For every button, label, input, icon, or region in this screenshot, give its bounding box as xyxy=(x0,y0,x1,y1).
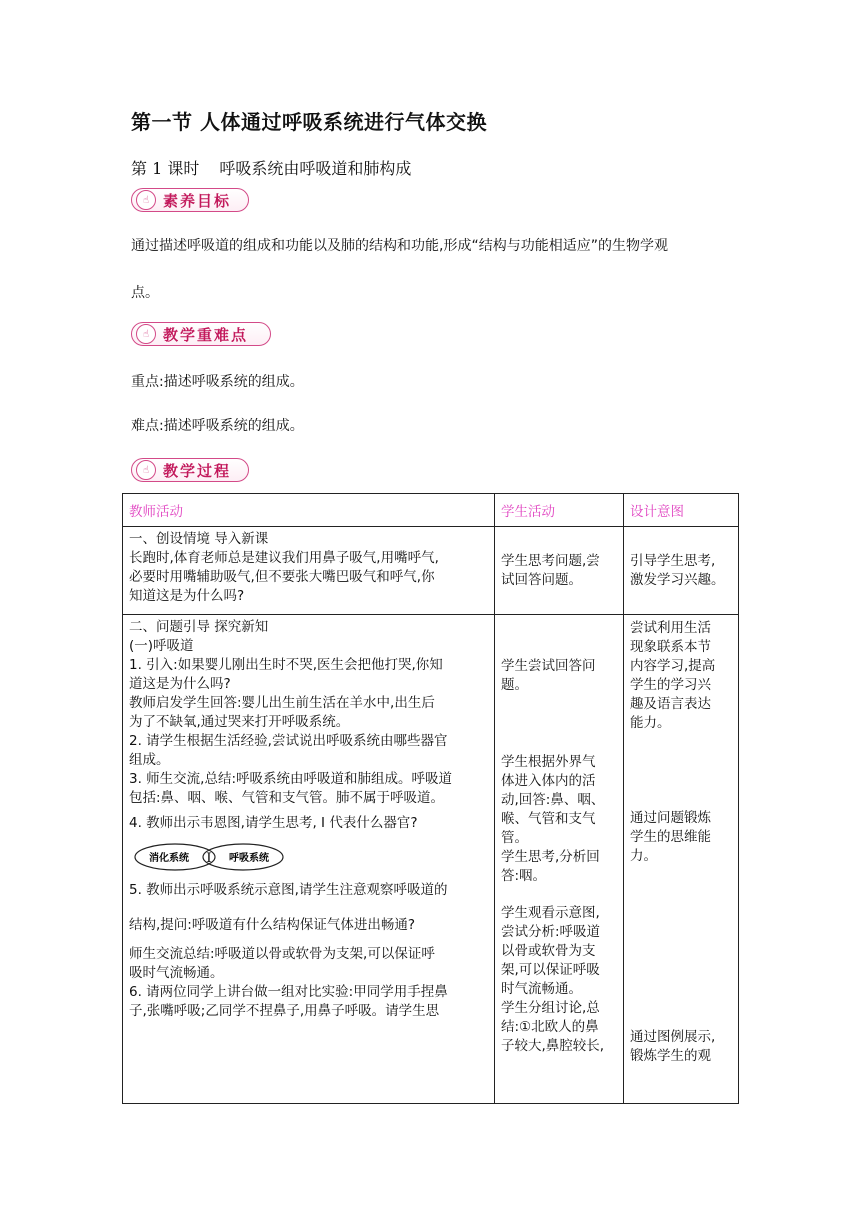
teaching-process-table xyxy=(122,493,739,1104)
student-activity-cell xyxy=(495,527,624,615)
section-label: 素养目标 xyxy=(163,191,232,210)
table-header-row xyxy=(123,494,739,527)
text-line: 结:①北欧人的鼻 xyxy=(501,1019,599,1035)
text-line: 力。 xyxy=(630,848,657,864)
text-line: 引导学生思考, xyxy=(630,553,716,569)
text-line: 必要时用嘴辅助吸气,但不要张大嘴巴吸气和呼气,你 xyxy=(129,569,435,585)
text-line: 1. 引入:如果婴儿刚出生时不哭,医生会把他打哭,你知 xyxy=(129,657,443,673)
text-line: 学生思考问题,尝 xyxy=(501,553,600,569)
text-line: 学生的思维能 xyxy=(630,829,711,845)
venn-middle-label: I xyxy=(206,851,212,866)
key-point: 重点:描述呼吸系统的组成。 xyxy=(131,374,304,390)
goals-text-line1: 通过描述呼吸道的组成和功能以及肺的结构和功能,形成“结构与功能相适应”的生物学观 xyxy=(131,238,668,254)
table-row xyxy=(123,527,739,615)
text-line: 通过问题锻炼 xyxy=(630,810,711,826)
text-line: 2. 请学生根据生活经验,尝试说出呼吸系统由哪些器官 xyxy=(129,733,448,749)
section-label: 教学重难点 xyxy=(163,325,249,344)
hand-icon: ☝ xyxy=(136,190,156,210)
text-line: 架,可以保证呼吸 xyxy=(501,962,600,978)
venn-right-label: 呼吸系统 xyxy=(229,853,269,864)
text-line: 以骨或软骨为支 xyxy=(501,943,596,959)
text-line: 答:咽。 xyxy=(501,868,547,884)
text-line: 道这是为什么吗? xyxy=(129,676,231,692)
text-line: 激发学习兴趣。 xyxy=(630,572,725,588)
lesson-number: 第 1 课时 xyxy=(131,159,200,178)
hand-icon: ☝ xyxy=(136,460,156,480)
text-line: 二、问题引导 探究新知 xyxy=(129,619,269,635)
design-intent-cell xyxy=(624,615,739,1104)
section-label: 教学过程 xyxy=(163,461,232,480)
teacher-activity-cell xyxy=(123,615,495,1104)
text-line: 题。 xyxy=(501,677,528,693)
text-line: 长跑时,体育老师总是建议我们用鼻子吸气,用嘴呼气, xyxy=(129,550,439,566)
text-line: 知道这是为什么吗? xyxy=(129,588,245,604)
text-line: 师生交流总结:呼吸道以骨或软骨为支架,可以保证呼 xyxy=(129,946,435,962)
text-line: 通过图例展示, xyxy=(630,1029,716,1045)
text-line: 为了不缺氧,通过哭来打开呼吸系统。 xyxy=(129,714,350,730)
text-line: 结构,提问:呼吸道有什么结构保证气体进出畅通? xyxy=(129,917,416,933)
text-line: 时气流畅通。 xyxy=(501,981,582,997)
text-line: 体进入体内的活 xyxy=(501,773,596,789)
text-line: 动,回答:鼻、咽、 xyxy=(501,792,605,808)
lesson-topic: 呼吸系统由呼吸道和肺构成 xyxy=(219,159,412,178)
text-line: 吸时气流畅通。 xyxy=(129,965,224,981)
text-line: 子较大,鼻腔较长, xyxy=(501,1038,605,1054)
difficult-point: 难点:描述呼吸系统的组成。 xyxy=(131,418,304,434)
design-intent-cell xyxy=(624,527,739,615)
text-line: 试回答问题。 xyxy=(501,572,582,588)
venn-diagram xyxy=(129,841,289,873)
goals-text-line2: 点。 xyxy=(131,285,159,301)
text-line: 尝试利用生活 xyxy=(630,620,711,636)
text-line: (一)呼吸道 xyxy=(129,638,194,654)
text-line: 学生分组讨论,总 xyxy=(501,1000,600,1016)
section-badge-process xyxy=(131,458,249,482)
table-row xyxy=(123,615,739,1104)
text-line: 学生观看示意图, xyxy=(501,905,600,921)
text-line: 学生思考,分析回 xyxy=(501,849,600,865)
text-line: 能力。 xyxy=(630,715,671,731)
lesson-subtitle xyxy=(131,156,411,179)
header-teacher: 教师活动 xyxy=(123,494,495,527)
text-line: 包括:鼻、咽、喉、气管和支气管。肺不属于呼吸道。 xyxy=(129,790,445,806)
text-line: 趣及语言表达 xyxy=(630,696,711,712)
venn-left-label: 消化系统 xyxy=(149,853,189,864)
text-line: 现象联系本节 xyxy=(630,639,711,655)
student-activity-cell xyxy=(495,615,624,1104)
header-intent: 设计意图 xyxy=(624,494,739,527)
text-line: 内容学习,提高 xyxy=(630,658,716,674)
section-badge-difficulty xyxy=(131,322,271,346)
header-student: 学生活动 xyxy=(495,494,624,527)
text-line: 学生根据外界气 xyxy=(501,754,596,770)
text-line: 锻炼学生的观 xyxy=(630,1048,711,1064)
text-line: 组成。 xyxy=(129,752,170,768)
text-line: 管。 xyxy=(501,830,528,846)
page-title: 第一节 人体通过呼吸系统进行气体交换 xyxy=(131,110,487,134)
text-line: 教师启发学生回答:婴儿出生前生活在羊水中,出生后 xyxy=(129,695,435,711)
section-badge-goals xyxy=(131,188,249,212)
text-line: 4. 教师出示韦恩图,请学生思考, I 代表什么器官? xyxy=(129,815,418,831)
text-line: 喉、气管和支气 xyxy=(501,811,596,827)
text-line: 3. 师生交流,总结:呼吸系统由呼吸道和肺组成。呼吸道 xyxy=(129,771,453,787)
text-line: 子,张嘴呼吸;乙同学不捏鼻子,用鼻子呼吸。请学生思 xyxy=(129,1003,440,1019)
text-line: 学生尝试回答问 xyxy=(501,658,596,674)
teacher-activity-cell xyxy=(123,527,495,615)
text-line: 一、创设情境 导入新课 xyxy=(129,531,269,547)
text-line: 尝试分析:呼吸道 xyxy=(501,924,601,940)
text-line: 5. 教师出示呼吸系统示意图,请学生注意观察呼吸道的 xyxy=(129,882,448,898)
text-line: 6. 请两位同学上讲台做一组对比实验:甲同学用手捏鼻 xyxy=(129,984,448,1000)
hand-icon: ☝ xyxy=(136,324,156,344)
text-line: 学生的学习兴 xyxy=(630,677,711,693)
